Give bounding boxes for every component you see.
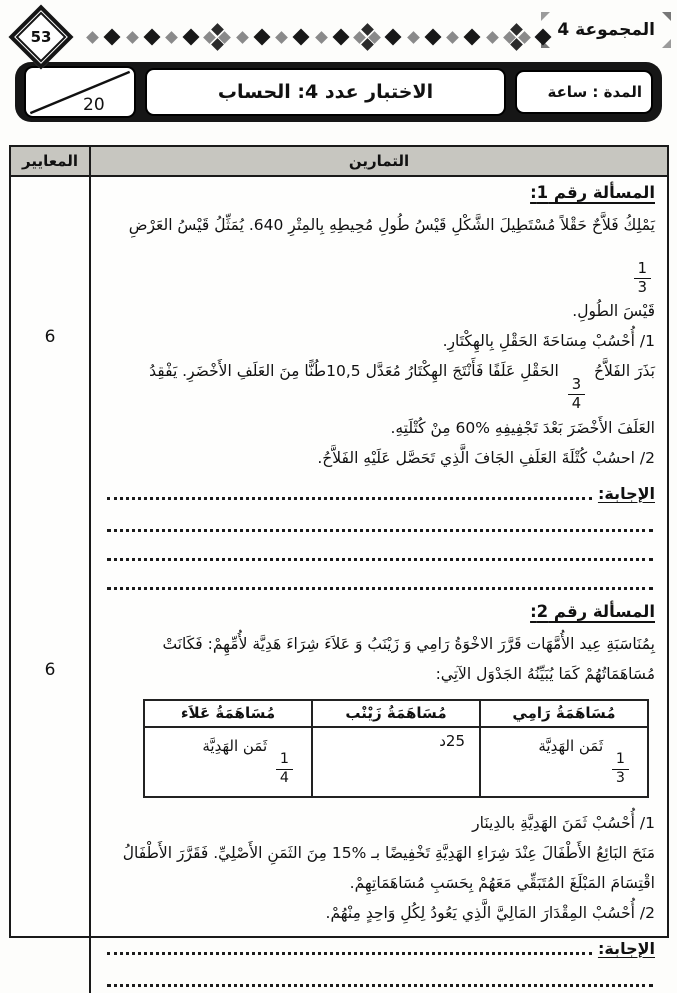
problem-text-line: [105, 898, 655, 928]
corner-triangle-icon: [662, 39, 671, 48]
answer-dotted-line: [107, 503, 653, 532]
page-number-diamond: [8, 4, 73, 69]
criteria-mark-2: 6: [44, 660, 56, 680]
text-run: يَمْلِكُ فَلاَّحٌ حَقْلاً مُسْتَطِيلَ الشَّكْلِ قَيْسُ طُولِ مُحِيطِهِ بِالمِتْرِ 640. يُمَثِّلُ قَيْسُ العَرْضِ: [128, 216, 655, 234]
answer-dotted-line: [107, 532, 653, 561]
text-run: العَلَفَ الأَخْضَرَ بَعْدَ تَجْفِيفِهِ %60 مِنْ كُتْلَتِهِ.: [390, 418, 655, 437]
corner-triangle-icon: [662, 12, 671, 21]
ornament-row: [0, 4, 677, 62]
diamond-icon: [332, 29, 349, 46]
fraction-denominator: 3: [615, 770, 625, 787]
diamond-icon: [253, 29, 270, 46]
diamond-icon: [315, 31, 328, 44]
diamond-cluster-icon: [206, 26, 228, 48]
answer-label: الإجابة:: [597, 938, 655, 958]
problem-text-line: [105, 838, 655, 868]
contribution-column-header: مُسَاهَمَةُ رَامِي: [480, 700, 648, 727]
text-run: بِمُنَاسَبَةِ عِيد الأُمَّهَات قَرَّرَ الاخْوَةُ رَامِي وَ زَيْنَبُ وَ عَلاَءَ شِرَاءَ هَدِيَّة لأُمِّهِمْ: فَكَانَتْ: [162, 634, 655, 653]
text-run: 1/ أُحْسُبْ ثَمَنَ الهَدِيَّةِ بالدِينَار: [472, 813, 655, 832]
fraction: [612, 752, 629, 787]
contribution-column-header: مُسَاهَمَةُ زَيْنْب: [312, 700, 480, 727]
criteria-column-header: المعايير: [11, 147, 91, 177]
answer-dotted-line: [107, 561, 653, 590]
fraction-numerator: 1: [612, 752, 629, 770]
problem-text-line: [105, 296, 655, 326]
exercises-cell: [91, 177, 667, 993]
problem-text-line: [105, 413, 655, 443]
diamond-cluster-icon: [356, 26, 378, 48]
fraction-denominator: 4: [279, 770, 289, 787]
problem-text-line: [105, 356, 655, 412]
text-run: 25د: [439, 731, 465, 750]
answer-dotted-line: [107, 958, 653, 987]
problem-text-line: [105, 808, 655, 838]
exam-title-box: [145, 68, 506, 116]
problem-text-line: [105, 659, 655, 689]
grading-table: [9, 145, 669, 958]
criteria-cell: [11, 177, 91, 993]
text-run: 2/ احسُبْ كُتْلَةَ العَلَفِ الجَافَ الَّذِي تَحَصَّل عَلَيْهِ الفَلاَّحُ.: [317, 448, 655, 467]
fraction-numerator: 1: [276, 752, 293, 770]
contribution-value-cell: [144, 727, 312, 797]
page-number: 53: [30, 28, 52, 46]
diamond-icon: [275, 31, 288, 44]
answer-row: [105, 475, 655, 503]
diamond-icon: [486, 31, 499, 44]
corner-triangle-icon: [541, 12, 550, 21]
diamond-cluster-icon: [506, 26, 528, 48]
exercises-column-header: التمارين: [91, 147, 667, 177]
problem-1-section: [105, 183, 655, 590]
criteria-mark-1: 6: [44, 327, 56, 347]
fraction: [634, 261, 651, 297]
answer-label: الإجابة:: [597, 483, 655, 503]
fraction-denominator: 3: [637, 279, 647, 296]
score-total: 20: [83, 95, 105, 115]
diamond-icon: [86, 31, 99, 44]
problem-text-line: [105, 443, 655, 473]
diamond-icon: [143, 29, 160, 46]
problem-1-title: المسألة رقم 1:: [530, 183, 655, 202]
problem-text-line: [105, 210, 655, 296]
diamond-icon: [104, 29, 121, 46]
fraction: [276, 752, 293, 787]
problem-2-title: المسألة رقم 2:: [530, 601, 655, 621]
exam-title: الاختبار عدد 4: الحساب: [217, 81, 434, 103]
text-run: قَيْسَ الطُولِ.: [572, 302, 655, 321]
contributions-table: [143, 699, 649, 798]
text-run: اقْتِسَامَ المَبْلَغَ المُتَبَقِّي مَعَهُمْ بِحَسَبِ مُسَاهَمَاتِهِمْ.: [349, 873, 655, 892]
text-run: 2/ أُحْسُبْ المِقْدَارَ المَالِيَّ الَّذِي يَعُودُ لِكُلِ وَاحِدٍ مِنْهُمْ.: [325, 903, 655, 922]
text-run: بَذَرَ الفَلاَّحُ: [589, 362, 655, 381]
group-title: [541, 12, 671, 48]
text-run: 1/ أُحْسُبْ مِسَاحَةَ الحَقْلِ بِالهِكْتَارِ.: [442, 332, 655, 351]
header-band: [15, 62, 662, 122]
contribution-column-header: مُسَاهَمَةُ عَلاَء: [144, 700, 312, 727]
answer-dotted-fill: [107, 497, 592, 500]
problem-text-line: [105, 326, 655, 356]
diamond-icon: [446, 31, 459, 44]
fraction-numerator: 3: [568, 377, 585, 395]
diamond-icon: [464, 29, 481, 46]
contribution-value-cell: [312, 727, 480, 797]
text-run: ثَمَن الهَدِيَّة: [202, 736, 272, 755]
fraction: [568, 377, 585, 413]
fraction-numerator: 1: [634, 261, 651, 279]
answer-dotted-fill: [107, 952, 592, 955]
diamond-icon: [293, 29, 310, 46]
score-box: [24, 66, 136, 118]
contributions-header-row: [144, 700, 648, 727]
text-run: الحَقْلِ عَلَفًا فَأَنْتَجَ الهِكْتَارُ مُعَدَّل 10,5طُنًّا مِنَ العَلَفِ الأَخْضَرِ. يَفْقِدُ: [149, 362, 564, 381]
diamond-icon: [236, 31, 249, 44]
answer-row: [105, 930, 655, 958]
diamond-icon: [165, 31, 178, 44]
group-title-label: المجموعة 4: [557, 20, 655, 40]
diamond-icon: [535, 29, 552, 46]
text-run: مَنَحَ البَائِعُ الأَطْفَالَ عِنْدَ شِرَاءِ الهَدِيَّةِ تَخْفِيضًا بـ %15 مِنَ الثَمَنِ الأَصْلِيِّ. فَقَرَّرَ الأَطْفَالُ: [122, 843, 655, 862]
fraction-denominator: 4: [571, 395, 582, 413]
diamond-icon: [183, 29, 200, 46]
diamond-icon: [407, 31, 420, 44]
diamond-icon: [424, 29, 441, 46]
problem-text-line: [105, 868, 655, 898]
text-run: ثَمَن الهَدِيَّة: [538, 736, 608, 755]
contribution-value-cell: [480, 727, 648, 797]
problem-2-section: [105, 602, 655, 987]
text-run: مُسَاهَمَاتُهُمْ كَمَا يُبَيِّنُهُ الجَدْوَل الآتِي:: [435, 664, 655, 683]
contributions-value-row: [144, 727, 648, 797]
problem-text-line: [105, 629, 655, 659]
score-diagonal-line: [26, 68, 134, 116]
diamond-icon: [126, 31, 139, 44]
diamond-divider: [88, 24, 549, 50]
duration-box: [515, 70, 653, 114]
duration-label: المدة : ساعة: [547, 83, 642, 101]
diamond-icon: [385, 29, 402, 46]
